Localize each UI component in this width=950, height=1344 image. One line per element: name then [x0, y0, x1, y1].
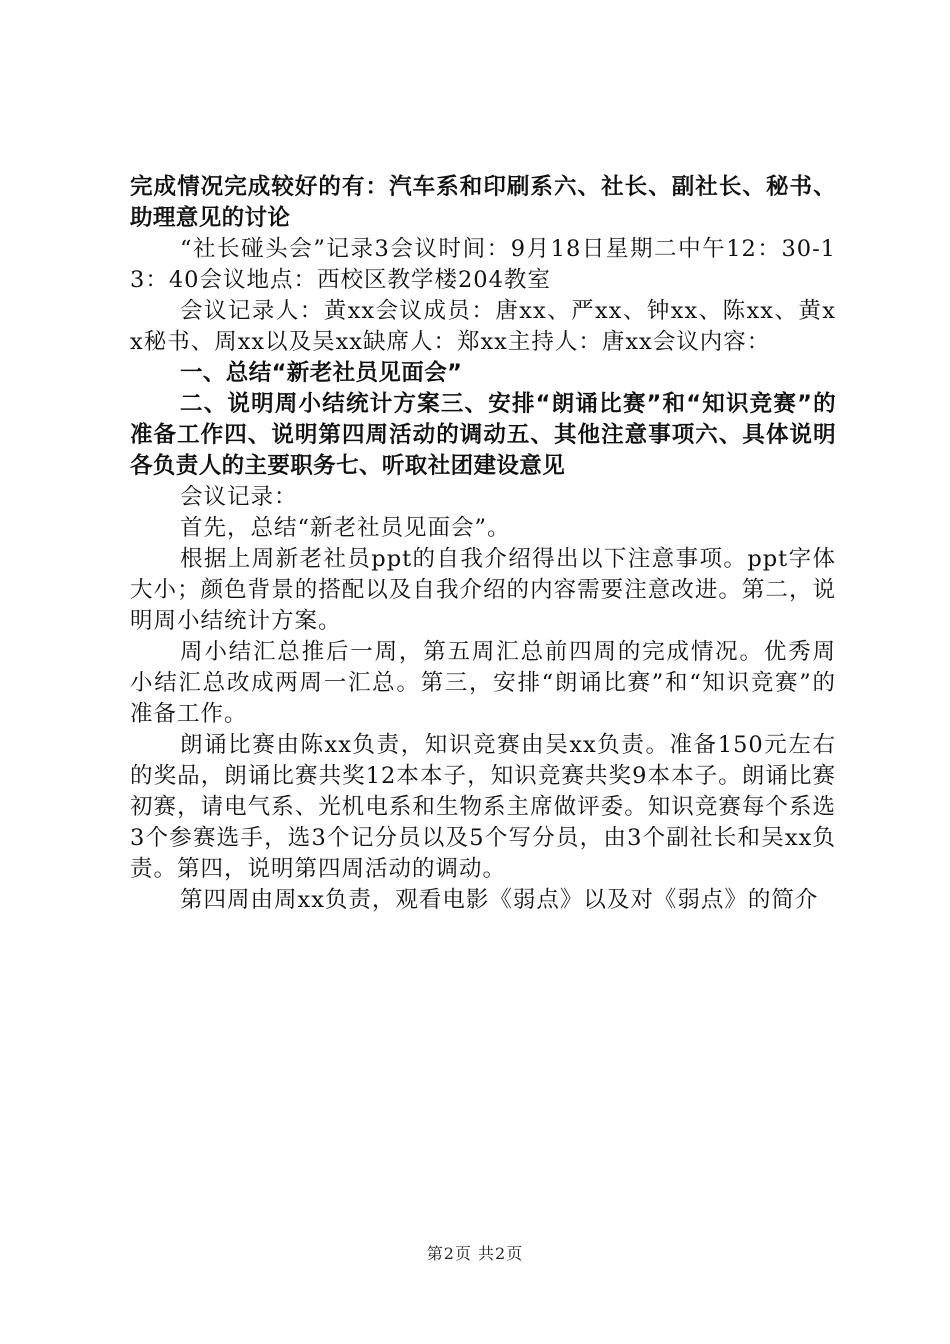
paragraph-week-four: 第四周由周xx负责，观看电影《弱点》以及对《弱点》的简介	[180, 887, 819, 913]
paragraph-meeting-members: 会议记录人：黄xx会议成员：唐xx、严xx、钟xx、陈xx、黄xx秘书、周xx以及吴xx缺席人：郑xx主持人：唐xx会议内容：	[130, 298, 836, 355]
paragraph-minutes-heading: 会议记录：	[180, 484, 298, 510]
paragraph-ppt-notes: 根据上周新老社员ppt的自我介绍得出以下注意事项。ppt字体大小；颜色背景的搭配以及自我介绍的内容需要注意改进。第二，说明周小结统计方案。	[130, 546, 836, 634]
document-body	[130, 172, 836, 916]
paragraph-completion-status: 完成情况完成较好的有：汽车系和印刷系六、社长、副社长、秘书、助理意见的讨论	[130, 174, 836, 231]
page-number-footer: 第2页 共2页	[426, 1244, 524, 1263]
paragraph-agenda-items: 二、说明周小结统计方案三、安排“朗诵比赛”和“知识竞赛”的准备工作四、说明第四周活动的调动五、其他注意事项六、具体说明各负责人的主要职务七、听取社团建设意见	[130, 391, 836, 479]
paragraph-first-summary: 首先，总结“新老社员见面会”。	[180, 515, 511, 541]
paragraph-meeting-time-location: “社长碰头会”记录3会议时间：9月18日星期二中午12：30-13：40会议地点：西校区教学楼204教室	[130, 236, 836, 293]
paragraph-weekly-summary: 周小结汇总推后一周，第五周汇总前四周的完成情况。优秀周小结汇总改成两周一汇总。第三，安排“朗诵比赛”和“知识竞赛”的准备工作。	[130, 639, 836, 727]
paragraph-agenda-item-one: 一、总结“新老社员见面会”	[180, 360, 463, 386]
paragraph-competition-prep: 朗诵比赛由陈xx负责，知识竞赛由吴xx负责。准备150元左右的奖品，朗诵比赛共奖12本本子，知识竞赛共奖9本本子。朗诵比赛初赛，请电气系、光机电系和生物系主席做评委。知识竞赛每个系选3个参赛选手，选3个记分员以及5个写分员，由3个副社长和吴xx负责。第四，说明第四周活动的调动。	[130, 732, 836, 882]
